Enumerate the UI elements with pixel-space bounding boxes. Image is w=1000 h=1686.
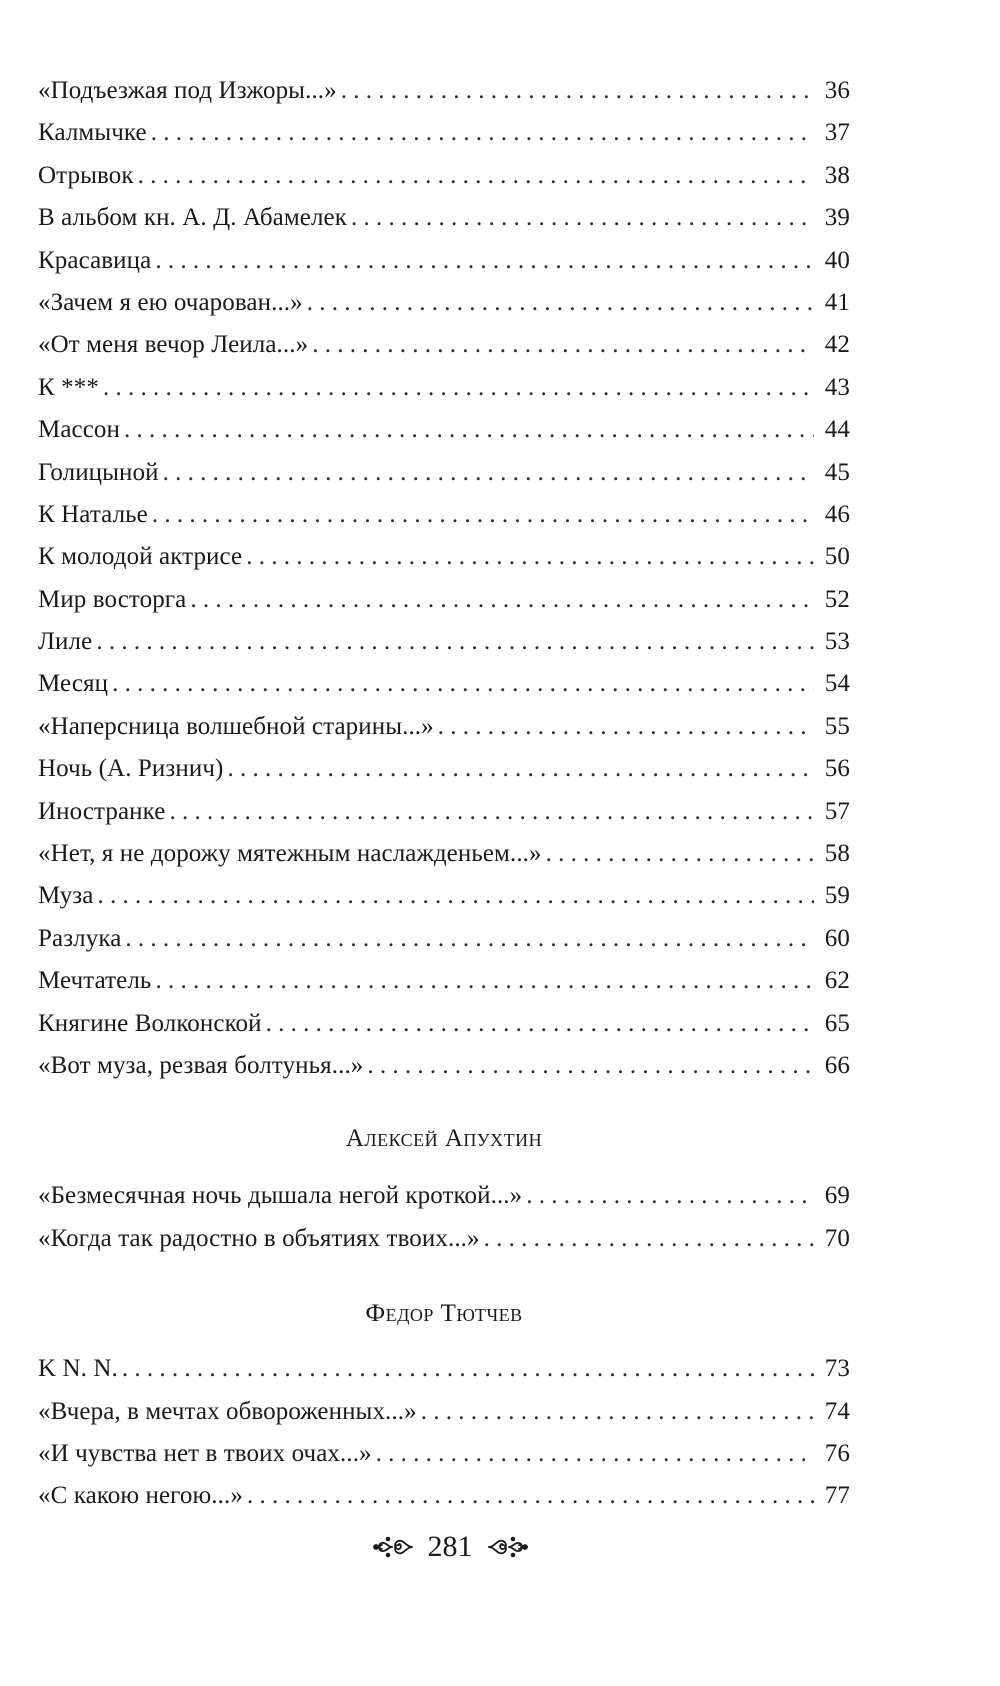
toc-entry-title: Отрывок [38, 161, 134, 189]
section-author-heading [38, 1290, 850, 1338]
toc-entry-page: 41 [824, 288, 850, 316]
toc-entry-title: Лиле [38, 628, 93, 656]
dot-leader [97, 875, 814, 917]
toc-entry [38, 197, 850, 239]
toc-entry-page: 62 [824, 967, 850, 995]
toc-entry [38, 1348, 850, 1390]
toc-entry-title: «С какою негою...» [38, 1482, 243, 1510]
dot-leader [266, 1003, 814, 1045]
toc-entry-title: «И чувства нет в твоих очах...» [38, 1439, 372, 1467]
toc-entry-title: Месяц [38, 670, 109, 698]
toc-entry [38, 748, 850, 790]
toc-entry [38, 1045, 850, 1087]
toc-entry-title: В альбом кн. А. Д. Абамелек [38, 204, 347, 232]
author-name: Федор Тютчев [365, 1300, 523, 1328]
toc-entry-page: 37 [824, 119, 850, 147]
toc-entry [38, 579, 850, 621]
toc-entry-title: «От меня вечор Леила...» [38, 331, 309, 359]
dot-leader [341, 70, 814, 112]
toc-entry-page: 77 [824, 1482, 850, 1510]
toc-entry-page: 55 [824, 712, 850, 740]
dot-leader [103, 367, 814, 409]
dot-leader [169, 791, 814, 833]
toc-entry-title: K N. N. [38, 1355, 118, 1383]
toc-entry-page: 54 [824, 670, 850, 698]
dot-leader [124, 409, 814, 451]
toc-entry-title: «Зачем я ею очарован...» [38, 288, 303, 316]
author-name: Алексей Апухтин [345, 1125, 543, 1153]
toc-entry [38, 706, 850, 748]
page-number: 281 [427, 1530, 473, 1563]
toc-entry-page: 65 [824, 1009, 850, 1037]
toc-entry [38, 1003, 850, 1045]
toc-entry-page: 76 [824, 1439, 850, 1467]
toc-entry-page: 59 [824, 882, 850, 910]
dot-leader [163, 452, 814, 494]
dot-leader [152, 494, 814, 536]
toc-section-1 [38, 1175, 850, 1260]
dot-leader [367, 1045, 814, 1087]
toc-entry-title: К молодой актрисе [38, 543, 243, 571]
toc-entry [38, 536, 850, 578]
toc-entry [38, 833, 850, 875]
toc-entry-page: 57 [824, 797, 850, 825]
toc-entry [38, 791, 850, 833]
ornament-right-icon [485, 1533, 529, 1561]
toc-entry-page: 73 [824, 1355, 850, 1383]
toc-entry-title: Ночь (А. Ризнич) [38, 755, 224, 783]
dot-leader [351, 197, 814, 239]
toc-entry [38, 282, 850, 324]
toc-entry-title: Голицыной [38, 458, 159, 486]
dot-leader [546, 833, 814, 875]
dot-leader [526, 1175, 814, 1217]
toc-entry [38, 621, 850, 663]
ornament-left-icon [372, 1533, 416, 1561]
page-footer [0, 1530, 900, 1564]
toc-entry-page: 56 [824, 755, 850, 783]
toc-entry-title: Иностранке [38, 797, 166, 825]
toc-entry [38, 960, 850, 1002]
dot-leader [438, 706, 814, 748]
toc-entry [38, 409, 850, 451]
toc-section-2 [38, 1348, 850, 1518]
dot-leader [190, 579, 814, 621]
dot-leader [227, 748, 814, 790]
toc-entry-title: К Наталье [38, 500, 148, 528]
toc-entry [38, 494, 850, 536]
toc-entry-title: Калмычке [38, 119, 147, 147]
dot-leader [312, 324, 814, 366]
dot-leader [307, 282, 814, 324]
toc-entry-title: Разлука [38, 924, 122, 952]
dot-leader [122, 1348, 814, 1390]
toc-entry [38, 875, 850, 917]
toc-entry [38, 1218, 850, 1260]
dot-leader [96, 621, 814, 663]
toc-entry [38, 112, 850, 154]
toc-entry-page: 60 [824, 924, 850, 952]
toc-entry-title: «Нет, я не дорожу мятежным наслажденьем...» [38, 840, 542, 868]
toc-entry-page: 70 [824, 1224, 850, 1252]
toc-entry [38, 1175, 850, 1217]
toc-entry-page: 66 [824, 1051, 850, 1079]
dot-leader [376, 1433, 814, 1475]
toc-entry [38, 240, 850, 282]
toc-entry [38, 324, 850, 366]
dot-leader [125, 918, 814, 960]
toc-entry-page: 52 [824, 585, 850, 613]
toc-entry [38, 1433, 850, 1475]
toc-entry [38, 367, 850, 409]
toc-entry-page: 38 [824, 161, 850, 189]
toc-entry-title: Мечтатель [38, 967, 152, 995]
toc-entry-title: «Когда так радостно в объятиях твоих...» [38, 1224, 480, 1252]
toc-entry-page: 36 [824, 77, 850, 104]
toc-entry [38, 70, 850, 112]
toc-entry-page: 74 [824, 1397, 850, 1425]
toc-entry-title: «Вот муза, резвая болтунья...» [38, 1051, 364, 1079]
toc-entry-title: Мир восторга [38, 585, 187, 613]
toc-entry-page: 43 [824, 373, 850, 401]
toc-entry-title: К *** [38, 373, 99, 401]
table-of-contents [38, 70, 850, 1518]
toc-entry-page: 45 [824, 458, 850, 486]
toc-entry-title: Массон [38, 416, 120, 444]
toc-entry-title: Красавица [38, 246, 152, 274]
toc-entry-page: 39 [824, 204, 850, 232]
section-author-heading [38, 1115, 850, 1163]
dot-leader [247, 1475, 814, 1517]
dot-leader [151, 112, 814, 154]
toc-entry [38, 663, 850, 705]
dot-leader [155, 960, 814, 1002]
toc-entry-page: 46 [824, 500, 850, 528]
dot-leader [246, 536, 814, 578]
toc-entry-title: «Вчера, в мечтах обвороженных...» [38, 1397, 417, 1425]
toc-entry-title: «Подъезжая под Изжоры...» [38, 77, 337, 104]
toc-entry-page: 44 [824, 416, 850, 444]
toc-entry [38, 452, 850, 494]
toc-entry-page: 69 [824, 1182, 850, 1210]
toc-entry-title: «Наперсница волшебной старины...» [38, 712, 434, 740]
toc-entry-title: Муза [38, 882, 94, 910]
dot-leader [484, 1218, 814, 1260]
toc-entry-page: 50 [824, 543, 850, 571]
dot-leader [112, 663, 814, 705]
toc-section-0 [38, 70, 850, 1087]
toc-entry [38, 1391, 850, 1433]
dot-leader [421, 1391, 814, 1433]
toc-entry-page: 53 [824, 628, 850, 656]
toc-entry [38, 155, 850, 197]
toc-entry [38, 918, 850, 960]
toc-entry-page: 42 [824, 331, 850, 359]
toc-entry-page: 40 [824, 246, 850, 274]
toc-entry [38, 1475, 850, 1517]
toc-entry-title: «Безмесячная ночь дышала негой кроткой...» [38, 1182, 523, 1210]
toc-entry-title: Княгине Волконской [38, 1009, 262, 1037]
toc-entry-page: 58 [824, 840, 850, 868]
dot-leader [155, 240, 814, 282]
dot-leader [138, 155, 814, 197]
